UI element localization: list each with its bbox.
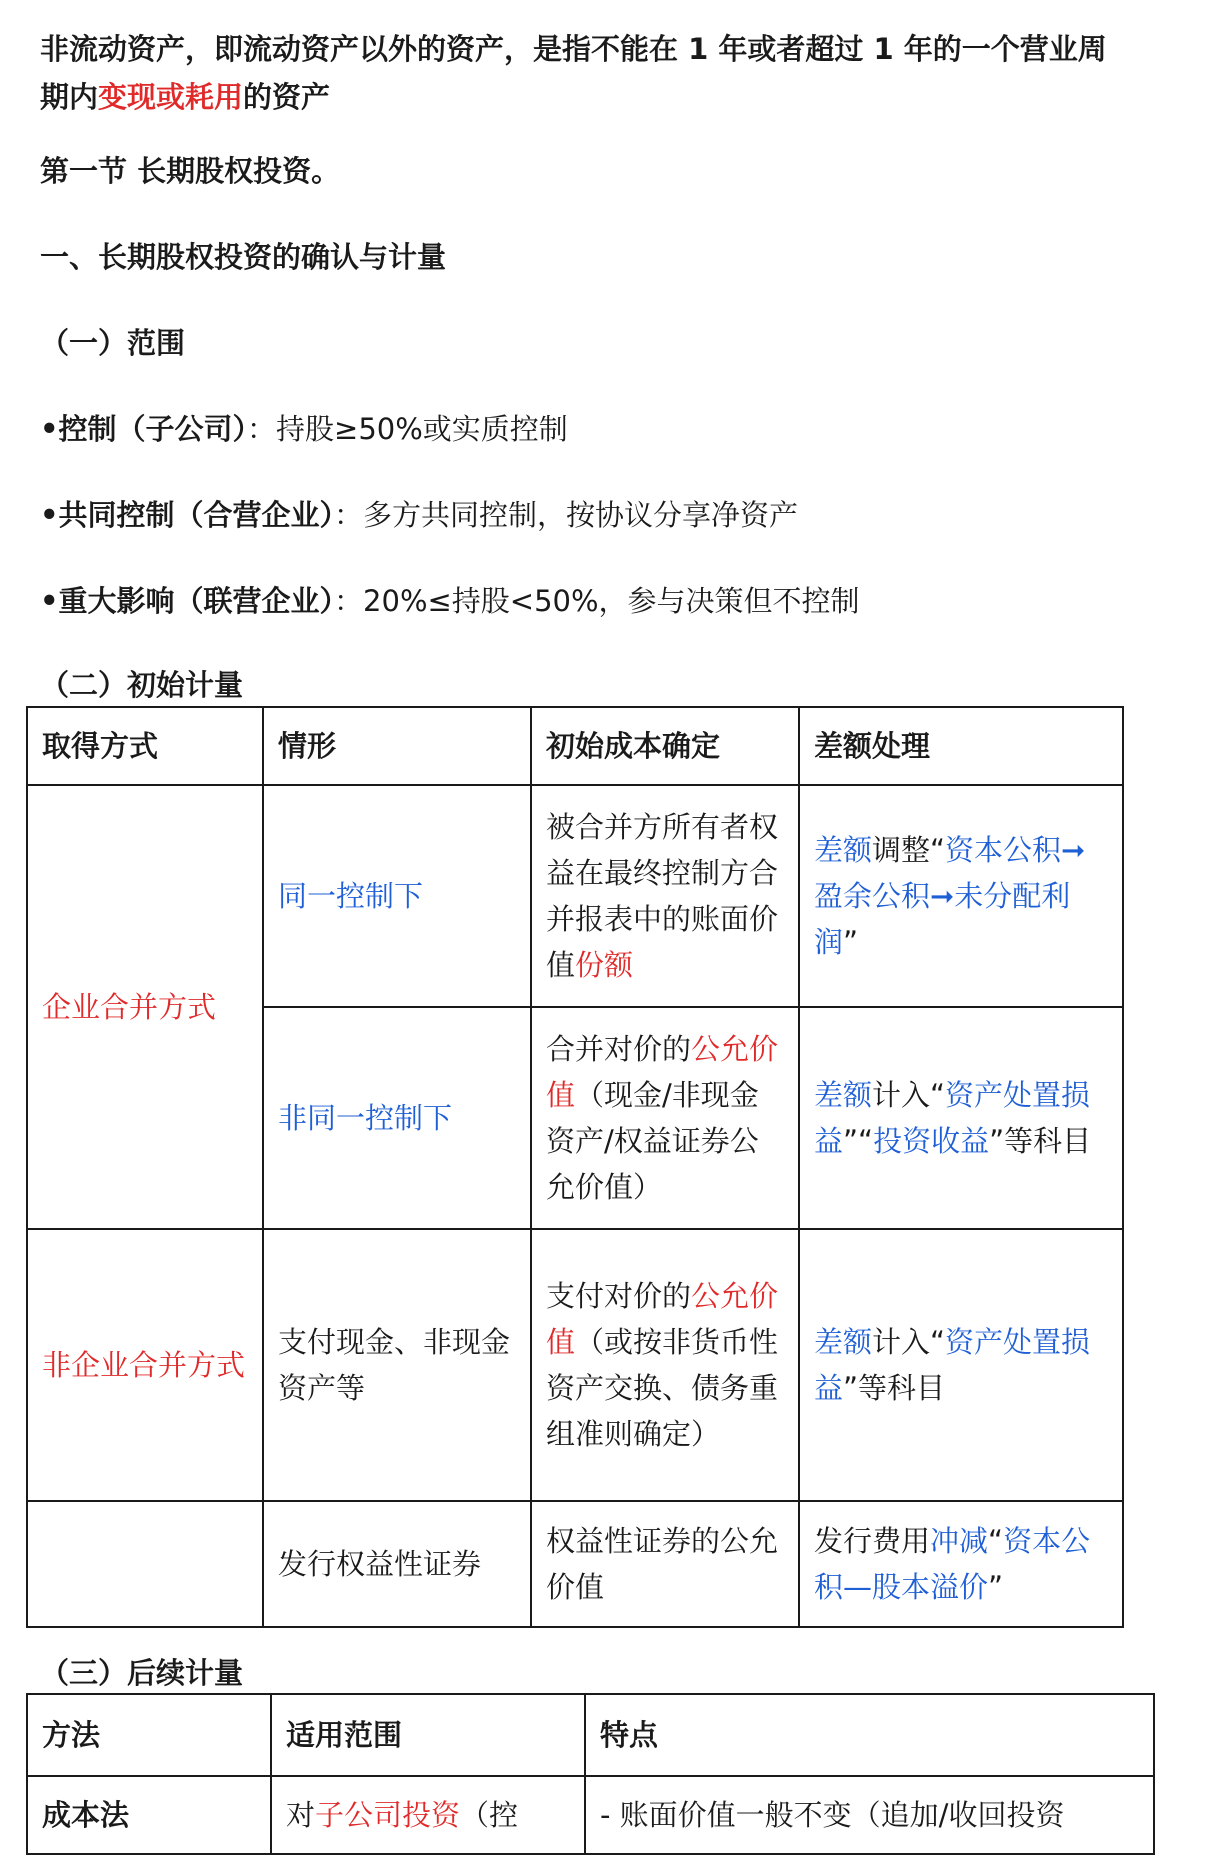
scope-text: 对 — [286, 1798, 316, 1832]
diff-highlight: 资本公积—股本溢价 — [814, 1524, 1091, 1604]
header-method: 方法 — [27, 1694, 271, 1776]
diff-control-difference — [799, 1007, 1123, 1229]
diff-control-cost — [531, 1007, 799, 1229]
diff-control-case: 非同一控制下 — [263, 1007, 531, 1229]
header-method: 取得方式 — [27, 707, 263, 785]
diff-highlight: 冲减 — [930, 1524, 989, 1558]
diff-highlight: 差额 — [814, 1078, 873, 1112]
diff-text: 发行费用 — [814, 1524, 931, 1558]
same-control-difference — [799, 785, 1123, 1007]
cost-text: 被合并方所有者权益在最终控制方合并报表中的账面价值 — [546, 810, 779, 982]
cost-method: 成本法 — [27, 1776, 271, 1854]
diff-text: ”等科目 — [989, 1124, 1092, 1158]
table-row — [27, 1776, 1154, 1854]
header-difference: 差额处理 — [799, 707, 1123, 785]
header-scope: 适用范围 — [271, 1694, 585, 1776]
diff-highlight: 投资收益 — [873, 1124, 990, 1158]
scope-item-text: ：20%≤持股<50%，参与决策但不控制 — [334, 584, 860, 618]
intro-text-2: 期内 — [40, 80, 99, 114]
cost-highlight: 份额 — [575, 948, 634, 982]
diff-text: ” — [843, 925, 859, 959]
diff-highlight: 资本公积➞盈余公积➞未分配利润 — [814, 833, 1086, 959]
scope-highlight: 子公司投资 — [315, 1798, 461, 1832]
diff-text: ”等科目 — [843, 1371, 946, 1405]
equity-case: 发行权益性证券 — [263, 1501, 531, 1627]
same-control-case: 同一控制下 — [263, 785, 531, 1007]
diff-highlight: 资产处置损益 — [814, 1325, 1091, 1405]
initial-title: （二）初始计量 — [40, 668, 244, 702]
cost-text: （或按非货币性资产交换、债务重组准则确定） — [546, 1325, 779, 1451]
equity-cost: 权益性证券的公允价值 — [531, 1501, 799, 1627]
table-row — [27, 1501, 1123, 1627]
intro-text-1: 非流动资产，即流动资产以外的资产，是指不能在 1 年或者超过 1 年的一个营业周 — [40, 32, 1107, 66]
cash-case: 支付现金、非现金资产等 — [263, 1229, 531, 1501]
intro-highlight: 变现或耗用 — [98, 80, 244, 114]
intro-line-1 — [40, 26, 1107, 72]
diff-text: “ — [988, 1524, 1004, 1558]
heading-1: 一、长期股权投资的确认与计量 — [40, 240, 447, 274]
scope-item-text: ：持股≥50%或实质控制 — [247, 412, 568, 446]
table-row — [27, 785, 1123, 1007]
cost-method-feature: - 账面价值一般不变（追加/收回投资 — [585, 1776, 1154, 1854]
cost-text: 合并对价的 — [546, 1032, 692, 1066]
header-feature: 特点 — [585, 1694, 1154, 1776]
empty-cell — [27, 1501, 263, 1627]
scope-text: （控 — [460, 1798, 519, 1832]
table-header-row — [27, 707, 1123, 785]
diff-text: ”“ — [843, 1124, 874, 1158]
merger-label: 企业合并方式 — [27, 785, 263, 1229]
table-header-row — [27, 1694, 1154, 1776]
cash-difference — [799, 1229, 1123, 1501]
scope-title: （一）范围 — [40, 326, 186, 360]
cost-text: 支付对价的 — [546, 1279, 692, 1313]
intro-text-3: 的资产 — [243, 80, 331, 114]
cash-cost — [531, 1229, 799, 1501]
scope-item-label: •重大影响（联营企业） — [40, 584, 335, 618]
equity-difference — [799, 1501, 1123, 1627]
diff-highlight: 差额 — [814, 1325, 873, 1359]
section-title: 第一节 长期股权投资。 — [40, 154, 341, 188]
header-case: 情形 — [263, 707, 531, 785]
scope-item-text: ：多方共同控制，按协议分享净资产 — [334, 498, 799, 532]
table-row — [27, 1229, 1123, 1501]
nonmerger-label: 非企业合并方式 — [27, 1229, 263, 1501]
cost-method-scope — [271, 1776, 585, 1854]
cost-highlight: 公允价值 — [546, 1032, 779, 1112]
diff-text: ” — [988, 1570, 1004, 1604]
diff-highlight: 资产处置损益 — [814, 1078, 1091, 1158]
initial-measurement-table — [26, 706, 1124, 1628]
subsequent-measurement-table — [26, 1693, 1155, 1855]
cost-text: （现金/非现金资产/权益证券公允价值） — [546, 1078, 759, 1204]
cost-highlight: 公允价值 — [546, 1279, 779, 1359]
scope-item-label: •控制（子公司） — [40, 412, 248, 446]
diff-highlight: 差额 — [814, 833, 873, 867]
scope-item-label: •共同控制（合营企业） — [40, 498, 335, 532]
diff-text: 调整“ — [872, 833, 946, 867]
diff-text: 计入“ — [872, 1325, 946, 1359]
subsequent-title: （三）后续计量 — [40, 1656, 244, 1690]
intro-line-2 — [40, 74, 330, 120]
header-cost: 初始成本确定 — [531, 707, 799, 785]
diff-text: 计入“ — [872, 1078, 946, 1112]
scope-item-joint-control — [40, 492, 798, 538]
scope-item-significant-influence — [40, 578, 860, 624]
same-control-cost — [531, 785, 799, 1007]
scope-item-control — [40, 406, 568, 452]
